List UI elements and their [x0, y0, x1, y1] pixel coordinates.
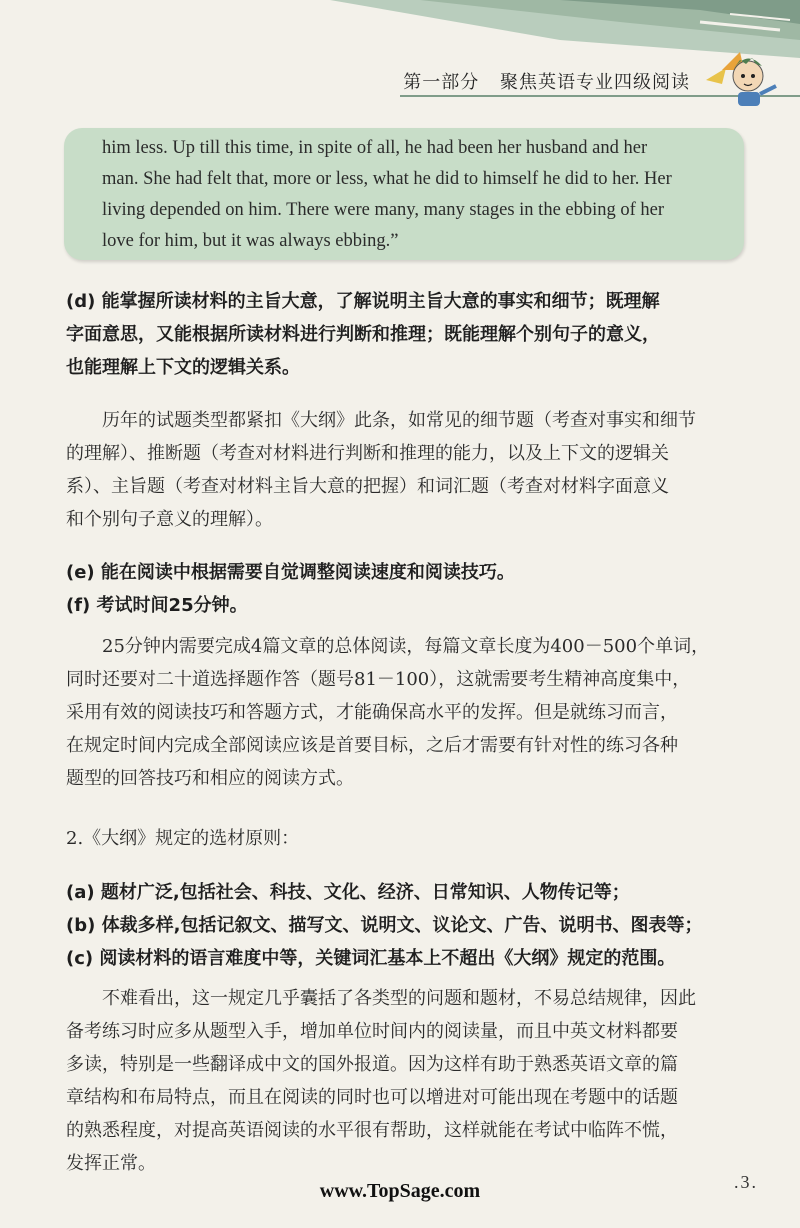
principle-b: (b) 体裁多样,包括记叙文、描写文、说明文、议论文、广告、说明书、图表等；	[66, 915, 703, 936]
quote-box	[64, 128, 744, 260]
principle-a: (a) 题材广泛,包括社会、科技、文化、经济、日常知识、人物传记等；	[66, 882, 630, 903]
body-line: 历年的试题类型都紧扣《大纲》此条，如常见的细节题（考查对事实和细节	[102, 410, 696, 431]
body-line: 多读，特别是一些翻译成中文的国外报道。因为这样有助于熟悉英语文章的篇	[66, 1054, 678, 1075]
quote-line: living depended on him. There were many, many stages in the ebbing of her	[102, 200, 665, 220]
item-d-line: (d) 能掌握所读材料的主旨大意，了解说明主旨大意的事实和细节；既理解	[66, 291, 660, 312]
body-line: 在规定时间内完成全部阅读应该是首要目标，之后才需要有针对性的练习各种	[66, 735, 678, 756]
body-line: 题型的回答技巧和相应的阅读方式。	[66, 768, 354, 789]
running-head-part: 第一部分	[403, 72, 480, 93]
mascot-icon	[696, 40, 782, 110]
body-line: 采用有效的阅读技巧和答题方式，才能确保高水平的发挥。但是就练习而言，	[66, 702, 678, 723]
body-line: 系）、主旨题（考查对材料主旨大意的把握）和词汇题（考查对材料字面意义	[66, 476, 669, 497]
running-head-title: 聚焦英语专业四级阅读	[500, 72, 690, 93]
body-line: 的理解）、推断题（考查对材料进行判断和推理的能力，以及上下文的逻辑关	[66, 443, 669, 464]
body-line: 不难看出，这一规定几乎囊括了各类型的问题和题材，不易总结规律，因此	[102, 988, 696, 1009]
body-line: 发挥正常。	[66, 1153, 156, 1174]
body-line: 的熟悉程度，对提高英语阅读的水平很有帮助，这样就能在考试中临阵不慌，	[66, 1120, 678, 1141]
footer-url[interactable]: www.TopSage.com	[319, 1180, 481, 1202]
section-heading: 2.《大纲》规定的选材原则：	[66, 828, 300, 849]
quote-line: love for him, but it was always ebbing.”	[102, 231, 399, 251]
body-line: 备考练习时应多从题型入手，增加单位时间内的阅读量，而且中英文材料都要	[66, 1021, 678, 1042]
quote-line: him less. Up till this time, in spite of all, he had been her husband and her	[102, 138, 648, 158]
principle-c: (c) 阅读材料的语言难度中等，关键词汇基本上不超出《大纲》规定的范围。	[66, 948, 676, 969]
item-d-line: 字面意思，又能根据所读材料进行判断和推理；既能理解个别句子的意义，	[66, 324, 660, 345]
running-head	[403, 68, 690, 94]
item-d-line: 也能理解上下文的逻辑关系。	[66, 357, 300, 378]
item-f: (f) 考试时间25分钟。	[66, 595, 248, 616]
body-line: 25分钟内需要完成4篇文章的总体阅读，每篇文章长度为400－500个单词，	[102, 636, 710, 657]
item-e: (e) 能在阅读中根据需要自觉调整阅读速度和阅读技巧。	[66, 562, 515, 583]
body-line: 和个别句子意义的理解）。	[66, 509, 273, 530]
page-number: .3.	[734, 1172, 758, 1192]
body-line: 同时还要对二十道选择题作答（题号81－100），这就需要考生精神高度集中，	[66, 669, 691, 690]
quote-line: man. She had felt that, more or less, what he did to himself he did to her. Her	[102, 169, 672, 189]
body-line: 章结构和布局特点，而且在阅读的同时也可以增进对可能出现在考题中的话题	[66, 1087, 678, 1108]
